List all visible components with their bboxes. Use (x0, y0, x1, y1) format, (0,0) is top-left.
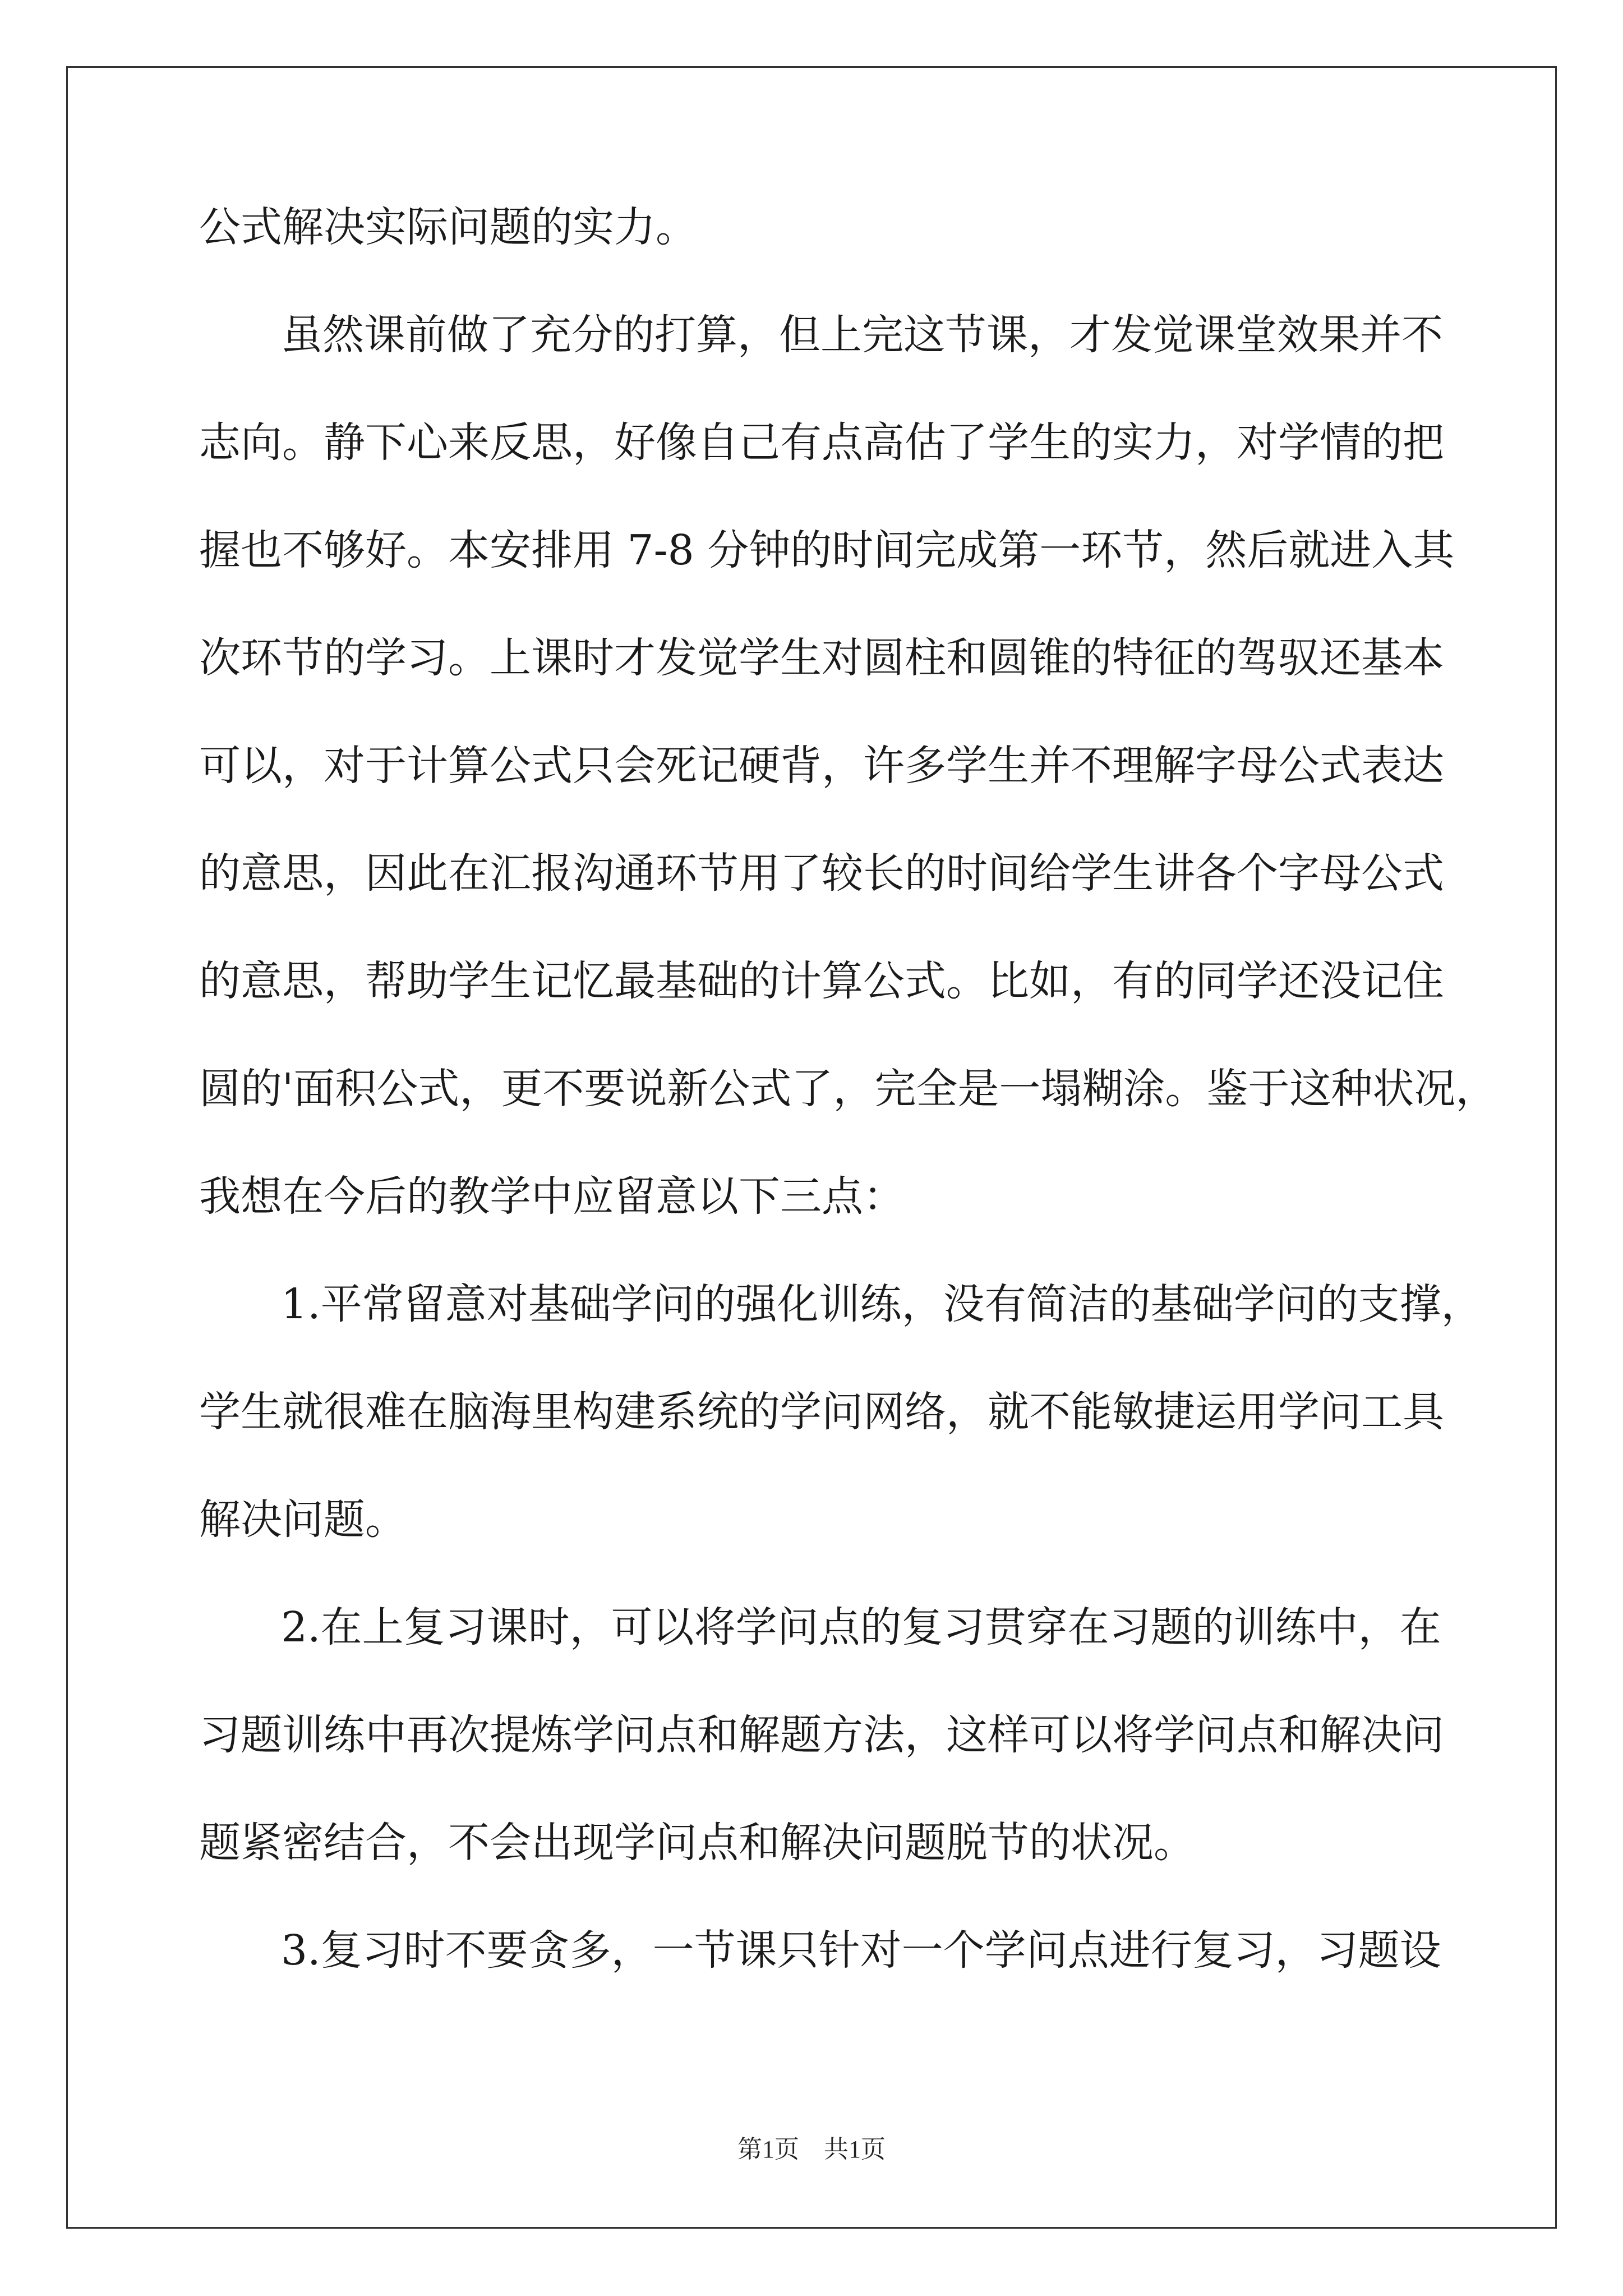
text-line: 解决问题。 (199, 1496, 407, 1544)
text-line: 2.在上复习课时，可以将学问点的复习贯穿在习题的训练中，在 (281, 1603, 1441, 1651)
text-line: 题紧密结合，不会出现学问点和解决问题脱节的状况。 (199, 1819, 1195, 1867)
text-line: 我想在今后的教学中应留意以下三点： (199, 1172, 905, 1221)
page-border (66, 66, 1557, 2229)
text-line: 1.平常留意对基础学问的强化训练，没有简洁的基础学问的支撑， (281, 1280, 1483, 1328)
text-line: 3.复习时不要贪多，一节课只针对一个学问点进行复习，习题设 (281, 1926, 1441, 1975)
text-line: 圆的'面积公式，更不要说新公式了，完全是一塌糊涂。鉴于这种状况， (199, 1065, 1497, 1113)
text-line: 的意思，帮助学生记忆最基础的计算公式。比如，有的同学还没记住 (199, 957, 1444, 1005)
text-line: 公式解决实际问题的实力。 (199, 203, 697, 251)
page-number-footer: 第1页 共1页 (737, 2136, 886, 2163)
text-line: 习题训练中再次提炼学问点和解题方法，这样可以将学问点和解决问 (199, 1711, 1444, 1759)
text-line: 握也不够好。本安排用 7-8 分钟的时间完成第一环节，然后就进入其 (199, 526, 1455, 574)
text-line: 虽然课前做了充分的打算，但上完这节课，才发觉课堂效果并不 (281, 311, 1443, 359)
text-line: 次环节的学习。上课时才发觉学生对圆柱和圆锥的特征的驾驭还基本 (199, 634, 1444, 682)
text-line: 志向。静下心来反思，好像自己有点高估了学生的实力，对学情的把 (199, 418, 1444, 467)
text-line: 的意思，因此在汇报沟通环节用了较长的时间给学生讲各个字母公式 (199, 849, 1444, 898)
text-line: 可以，对于计算公式只会死记硬背，许多学生并不理解字母公式表达 (199, 742, 1444, 790)
text-line: 学生就很难在脑海里构建系统的学问网络，就不能敏捷运用学问工具 (199, 1388, 1444, 1436)
